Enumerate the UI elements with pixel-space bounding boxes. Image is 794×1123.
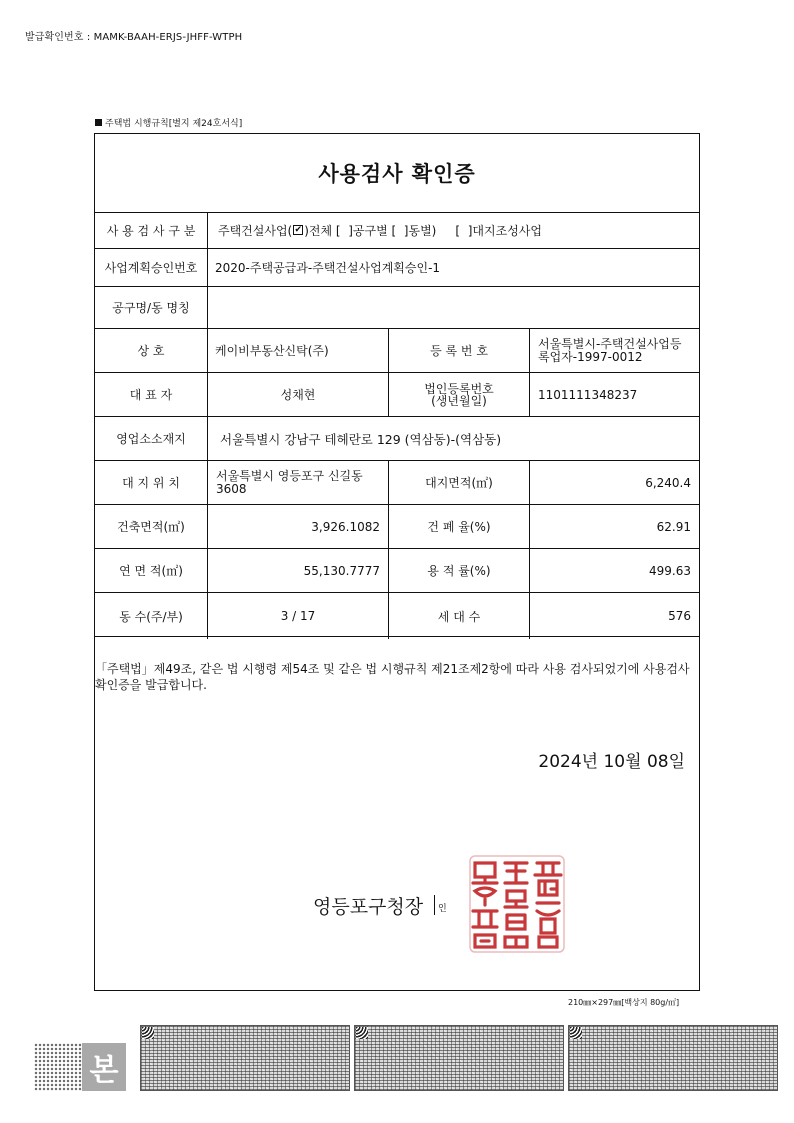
building-count-value: 3 / 17	[280, 609, 316, 623]
statement-text: 「주택법」제49조, 같은 법 시행령 제54조 및 같은 법 시행규칙 제21조제2항에 따라 사용 검사되었기에 사용검사 확인증을 발급합니다.	[95, 662, 690, 692]
company-label: 상 호	[137, 344, 165, 358]
corporate-number-value: 1101111348237	[538, 387, 638, 402]
title-box	[95, 134, 699, 213]
issue-date: 2024년 10월 08일	[538, 752, 685, 772]
certificate-frame	[94, 133, 700, 991]
site-value: 서울특별시 영등포구 신길동 3608	[216, 468, 363, 496]
table-row-block-name	[95, 287, 699, 329]
table-row-site	[95, 461, 699, 505]
site-area-label: 대지면적(㎡)	[425, 476, 493, 490]
dot-pattern-icon	[34, 1043, 82, 1091]
office-value: 서울특별시 강남구 테헤란로 129 (역삼동)-(역삼동)	[220, 431, 502, 447]
corporate-number-label	[389, 373, 529, 416]
approval-number-label: 사업계획승인번호	[104, 261, 198, 275]
floor-area-value: 55,130.7777	[303, 563, 380, 578]
issuer-name: 영등포구청장	[313, 896, 424, 918]
square-bullet-icon	[95, 119, 102, 126]
table-row-company	[95, 329, 699, 373]
original-document-mark	[34, 1043, 126, 1091]
issuer-divider	[434, 895, 435, 915]
households-value: 576	[668, 609, 691, 623]
floor-area-ratio-value: 499.63	[649, 563, 691, 578]
representative-value: 성채현	[280, 388, 316, 402]
table-row-approval-number	[95, 249, 699, 287]
corporate-number-label-line1: 법인등록번호	[424, 381, 494, 396]
table-row-floor-area	[95, 549, 699, 593]
building-area-label: 건축면적(㎡)	[117, 520, 185, 534]
inspection-type-label: 사 용 검 사 구 분	[106, 223, 196, 238]
original-mark-text: 본	[82, 1043, 126, 1091]
issuer-seal-mark: 인	[438, 904, 447, 914]
inspection-type-text-before: 주택건설사업(	[218, 223, 293, 238]
security-barcode-1	[140, 1025, 350, 1091]
issue-confirmation-number: 발급확인번호 : MAMK-BAAH-ERJS-JHFF-WTPH	[25, 32, 243, 43]
paper-specification: 210㎜×297㎜[백상지 80g/㎡]	[568, 998, 680, 1007]
block-name-value	[208, 287, 699, 328]
table-row-building-area	[95, 505, 699, 549]
block-name-label: 공구명/동 명칭	[112, 301, 190, 315]
inspection-type-text-after: )전체 [ ]공구별 [ ]동별) [ ]대지조성사업	[304, 223, 542, 238]
approval-number-value: 2020-주택공급과-주택건설사업계획승인-1	[215, 261, 441, 275]
statement-box	[95, 636, 699, 991]
registration-number-label: 등 록 번 호	[430, 344, 488, 358]
building-count-label: 동 수(주/부)	[119, 609, 183, 624]
representative-label: 대 표 자	[129, 388, 173, 402]
building-area-value: 3,926.1082	[311, 519, 380, 534]
corporate-number-label-line2: (생년월일)	[431, 393, 487, 408]
table-row-representative	[95, 373, 699, 417]
table-row-buildings	[95, 593, 699, 639]
table-row-office	[95, 417, 699, 461]
site-label: 대 지 위 치	[122, 476, 180, 490]
form-reference	[95, 116, 242, 129]
security-barcode-2	[354, 1025, 564, 1091]
inspection-type-value	[208, 212, 699, 248]
floor-area-label: 연 면 적(㎡)	[119, 564, 183, 578]
form-reference-text: 주택법 시행규칙[별지 제24호서식]	[105, 119, 243, 129]
coverage-ratio-value: 62.91	[656, 519, 691, 534]
floor-area-ratio-label: 용 적 률(%)	[427, 564, 491, 578]
registration-number-value: 서울특별시-주택건설사업등록업자-1997-0012	[538, 336, 682, 364]
security-barcode-3	[568, 1025, 778, 1091]
official-seal-icon	[467, 853, 567, 955]
table-row-inspection-type	[95, 212, 699, 249]
site-area-value: 6,240.4	[645, 475, 691, 490]
company-value: 케이비부동산신탁(주)	[215, 344, 329, 358]
coverage-ratio-label: 건 폐 율(%)	[427, 520, 491, 534]
checked-box-icon: ✔	[294, 225, 302, 235]
info-table	[95, 212, 699, 639]
households-label: 세 대 수	[437, 609, 481, 624]
office-label: 영업소소재지	[116, 432, 186, 446]
page-title: 사용검사 확인증	[318, 162, 476, 186]
